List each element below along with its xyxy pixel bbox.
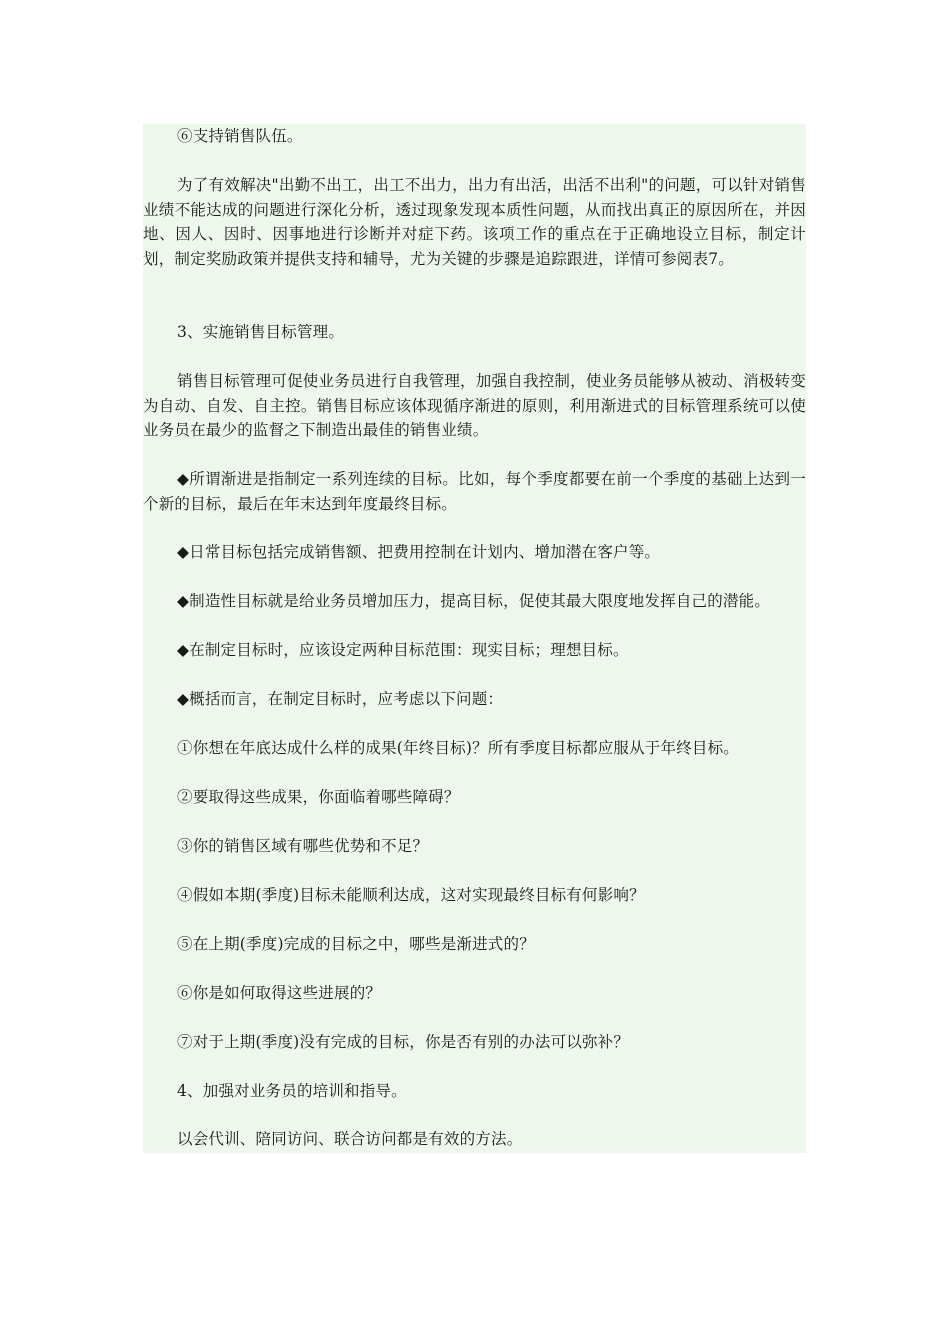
question-2: ②要取得这些成果，你面临着哪些障碍？ [177,788,460,806]
question-3: ③你的销售区域有哪些优势和不足？ [177,837,429,855]
paragraph-support-sales-team: ⑥支持销售队伍。 [177,127,303,145]
question-7: ⑦对于上期(季度)没有完成的目标，你是否有别的办法可以弥补？ [177,1033,630,1051]
document-content-panel [143,124,806,1153]
section-heading-target-management: 3、实施销售目标管理。 [177,323,345,341]
question-4: ④假如本期(季度)目标未能顺利达成，这对实现最终目标有何影响？ [177,886,645,904]
bullet-target-ranges: ◆在制定目标时，应该设定两种目标范围：现实目标；理想目标。 [177,641,629,659]
question-6: ⑥你是如何取得这些进展的？ [177,984,382,1002]
bullet-creative-targets: ◆制造性目标就是给业务员增加压力，提高目标，促使其最大限度地发挥自己的潜能。 [177,592,771,610]
bullet-progressive-targets: ◆所谓渐进是指制定一系列连续的目标。比如，每个季度都要在前一个季度的基础上达到一个新的目标，最后在年末达到年度最终目标。 [143,470,806,513]
paragraph-problem-analysis: 为了有效解决"出勤不出工，出工不出力，出力有出活，出活不出利"的问题，可以针对销售业绩不能达成的问题进行深化分析，透过现象发现本质性问题，从而找出真正的原因所在，并因地、因人、因时、因事地进行诊断并对症下药。该项工作的重点在于正确地设立目标，制定计划，制定奖励政策并提供支持和辅导，尤为关键的步骤是追踪跟进，详情可参阅表7。 [143,176,806,268]
bullet-considerations: ◆概括而言，在制定目标时，应考虑以下问题： [177,690,504,708]
question-1: ①你想在年底达成什么样的成果(年终目标)？所有季度目标都应服从于年终目标。 [177,739,739,757]
section-heading-training: 4、加强对业务员的培训和指导。 [177,1082,407,1100]
bullet-daily-targets: ◆日常目标包括完成销售额、把费用控制在计划内、增加潜在客户等。 [177,543,661,561]
paragraph-training-methods: 以会代训、陪同访问、联合访问都是有效的方法。 [177,1130,523,1148]
paragraph-target-management: 销售目标管理可促使业务员进行自我管理，加强自我控制，使业务员能够从被动、消极转变为自动、自发、自主控。销售目标应该体现循序渐进的原则，利用渐进式的目标管理系统可以使业务员在最少的监督之下制造出最佳的销售业绩。 [143,372,806,439]
question-5: ⑤在上期(季度)完成的目标之中，哪些是渐进式的？ [177,935,535,953]
